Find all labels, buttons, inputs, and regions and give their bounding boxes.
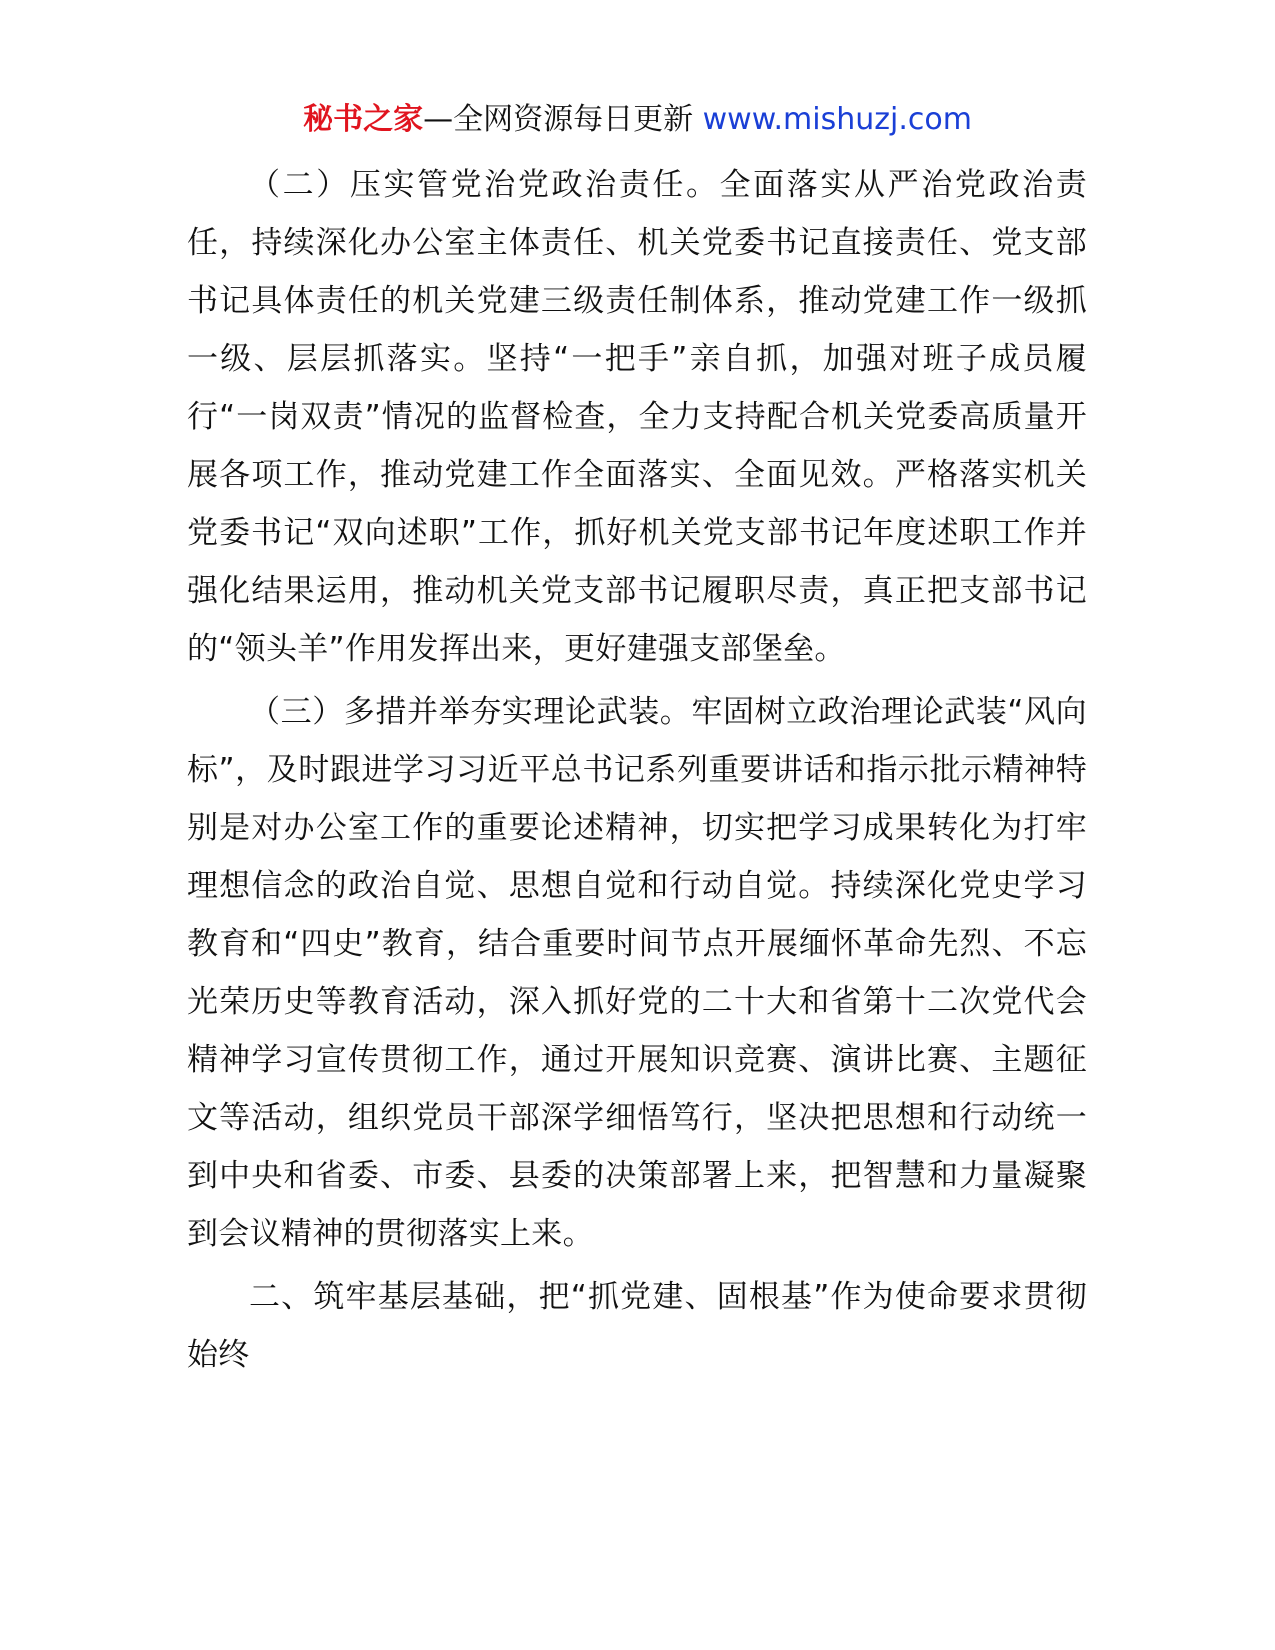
site-header — [0, 100, 1275, 140]
brand-name: 秘书之家 — [303, 102, 424, 137]
header-tagline: —全网资源每日更新 — [423, 102, 694, 137]
paragraph-section-3: （三）多措并举夯实理论武装。牢固树立政治理论武装“风向标”，及时跟进学习习近平总书记系列重要讲话和指示批示精神特别是对办公室工作的重要论述精神，切实把学习成果转化为打牢理想信念的政治自觉、思想自觉和行动自觉。持续深化党史学习教育和“四史”教育，结合重要时间节点开展缅怀革命先烈、不忘光荣历史等教育活动，深入抓好党的二十大和省第十二次党代会精神学习宣传贯彻工作，通过开展知识竞赛、演讲比赛、主题征文等活动，组织党员干部深学细悟笃行，坚决把思想和行动统一到中央和省委、市委、县委的决策部署上来，把智慧和力量凝聚到会议精神的贯彻落实上来。 — [187, 694, 1087, 1252]
section-heading: 二、筑牢基层基础，把“抓党建、固根基”作为使命要求贯彻始终 — [187, 1279, 1087, 1373]
site-url-link[interactable]: www.mishuzj.com — [702, 102, 972, 137]
paragraph-section-2: （二）压实管党治党政治责任。全面落实从严治党政治责任，持续深化办公室主体责任、机关党委书记直接责任、党支部书记具体责任的机关党建三级责任制体系，推动党建工作一级抓一级、层层抓落实。坚持“一把手”亲自抓，加强对班子成员履行“一岗双责”情况的监督检查，全力支持配合机关党委高质量开展各项工作，推动党建工作全面落实、全面见效。严格落实机关党委书记“双向述职”工作，抓好机关党支部书记年度述职工作并强化结果运用，推动机关党支部书记履职尽责，真正把支部书记的“领头羊”作用发挥出来，更好建强支部堡垒。 — [187, 167, 1087, 667]
document-body — [187, 156, 1087, 1389]
